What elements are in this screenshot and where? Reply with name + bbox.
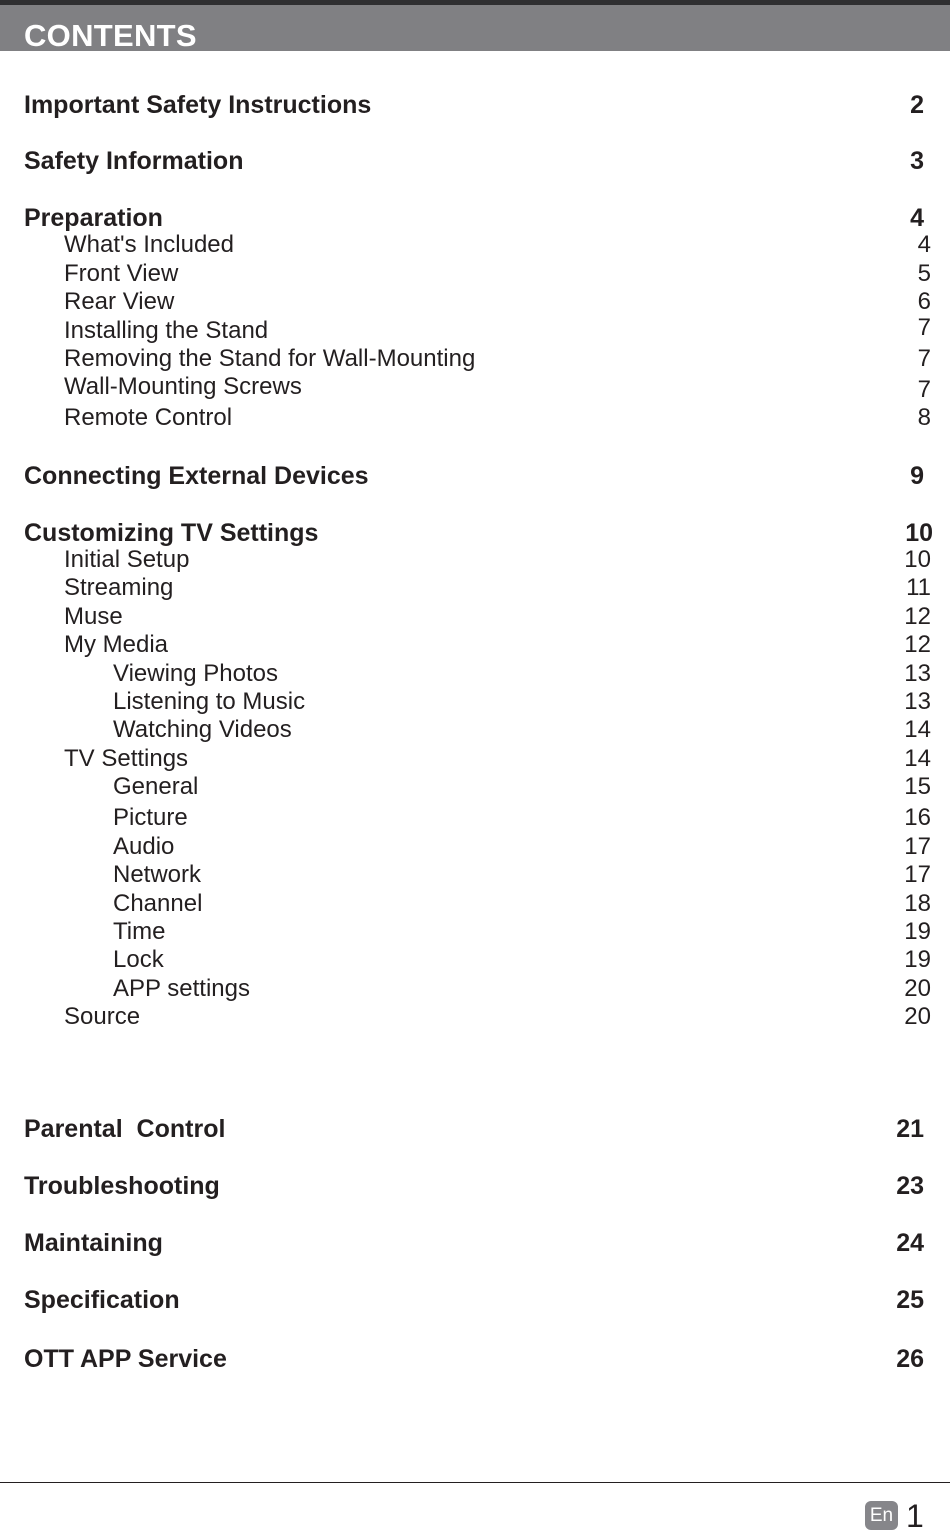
toc-entry[interactable] — [0, 1171, 950, 1201]
toc-entry-label: What's Included — [64, 231, 235, 258]
toc-entry-label: General — [113, 773, 199, 800]
toc-entry[interactable] — [0, 316, 950, 346]
toc-entry[interactable] — [0, 602, 950, 632]
toc-entry-label: Wall-Mounting Screws — [64, 373, 302, 400]
toc-entry-label: Removing the Stand for Wall-Mounting — [64, 345, 476, 372]
toc-entry[interactable] — [0, 744, 950, 774]
toc-entry-label: Viewing Photos — [113, 660, 278, 687]
toc-entry-page: 13 — [904, 688, 931, 715]
toc-entry-label: My Media — [64, 631, 169, 658]
toc-entry-page: 25 — [896, 1286, 924, 1314]
page-title: CONTENTS — [24, 18, 197, 53]
toc-entry[interactable] — [0, 772, 950, 802]
toc-entry[interactable] — [0, 1344, 950, 1374]
toc-entry-page: 7 — [917, 345, 931, 372]
toc-entry-label: Troubleshooting — [24, 1172, 220, 1200]
toc-entry-page: 13 — [904, 660, 931, 687]
toc-entry-label: Source — [64, 1003, 141, 1030]
toc-entry-page: 7 — [917, 376, 931, 403]
toc-entry-label: Parental Control — [24, 1115, 226, 1143]
toc-entry[interactable] — [0, 90, 950, 120]
toc-entry-page: 19 — [904, 918, 931, 945]
toc-entry-label: Important Safety Instructions — [24, 91, 372, 119]
toc-entry[interactable] — [0, 945, 950, 975]
toc-entry-page: 4 — [917, 231, 931, 258]
toc-entry[interactable] — [0, 1114, 950, 1144]
toc-entry-label: Remote Control — [64, 404, 233, 431]
toc-entry-label: Lock — [113, 946, 164, 973]
toc-entry[interactable] — [0, 403, 950, 433]
toc-entry[interactable] — [0, 715, 950, 745]
toc-entry-label: Preparation — [24, 204, 163, 232]
toc-entry-label: Picture — [113, 804, 188, 831]
toc-entry-page: 11 — [906, 574, 931, 601]
toc-entry-page: 6 — [917, 288, 931, 315]
toc-entry[interactable] — [0, 146, 950, 176]
toc-entry-label: Network — [113, 861, 202, 888]
page-number: 1 — [906, 1498, 924, 1534]
toc-entry-page: 3 — [910, 147, 924, 175]
toc-entry[interactable] — [0, 889, 950, 919]
toc-entry[interactable] — [0, 1002, 950, 1032]
toc-entry-page: 16 — [904, 804, 931, 831]
toc-entry-label: Connecting External Devices — [24, 462, 369, 490]
toc-entry-page: 15 — [904, 773, 931, 800]
footer-rule — [0, 1482, 950, 1483]
toc-entry[interactable] — [0, 659, 950, 689]
toc-entry-page: 10 — [904, 546, 931, 573]
toc-entry-label: Specification — [24, 1286, 180, 1314]
toc-entry[interactable] — [0, 917, 950, 947]
toc-entry-page: 5 — [917, 260, 931, 287]
toc-entry-page: 9 — [910, 462, 924, 490]
toc-entry-label: Maintaining — [24, 1229, 163, 1257]
toc-entry-label: Muse — [64, 603, 123, 630]
toc-entry-page: 8 — [917, 404, 931, 431]
toc-entry-page: 26 — [896, 1345, 924, 1373]
toc-entry-label: Audio — [113, 833, 175, 860]
toc-entry[interactable] — [0, 1228, 950, 1258]
toc-entry-page: 23 — [896, 1172, 924, 1200]
toc-entry-page: 4 — [910, 204, 924, 232]
toc-entry-label: Installing the Stand — [64, 317, 269, 344]
toc-entry-page: 24 — [896, 1229, 924, 1257]
toc-entry-page: 10 — [905, 519, 933, 547]
toc-entry-page: 18 — [904, 890, 931, 917]
toc-entry-page: 2 — [910, 91, 924, 119]
toc-entry-label: Safety Information — [24, 147, 244, 175]
toc-entry[interactable] — [0, 630, 950, 660]
toc-entry[interactable] — [0, 832, 950, 862]
toc-entry-page: 17 — [904, 861, 931, 888]
toc-entry-page: 17 — [904, 833, 931, 860]
language-badge: En — [865, 1501, 898, 1530]
toc-entry-label: APP settings — [113, 975, 250, 1002]
toc-entry-page: 19 — [904, 946, 931, 973]
toc-entry[interactable] — [0, 687, 950, 717]
toc-entry[interactable] — [0, 344, 950, 374]
toc-entry-label: Customizing TV Settings — [24, 519, 319, 547]
toc-entry-page: 14 — [904, 745, 931, 772]
toc-entry[interactable] — [0, 545, 950, 575]
toc-entry-page: 12 — [904, 631, 931, 658]
toc-entry-page: 20 — [904, 975, 931, 1002]
toc-entry-label: Streaming — [64, 574, 174, 601]
toc-entry[interactable] — [0, 573, 950, 603]
toc-entry-label: Initial Setup — [64, 546, 190, 573]
toc-entry[interactable] — [0, 372, 950, 402]
toc-entry-label: Watching Videos — [113, 716, 292, 743]
toc-entry-label: Front View — [64, 260, 179, 287]
toc-entry[interactable] — [0, 287, 950, 317]
toc-entry[interactable] — [0, 259, 950, 289]
toc-entry-page: 14 — [904, 716, 931, 743]
toc-entry-page: 20 — [904, 1003, 931, 1030]
toc-entry[interactable] — [0, 974, 950, 1004]
toc-entry-label: Rear View — [64, 288, 175, 315]
toc-entry[interactable] — [0, 203, 950, 233]
toc-entry-label: OTT APP Service — [24, 1345, 227, 1373]
toc-entry[interactable] — [0, 230, 950, 260]
toc-entry-label: Listening to Music — [113, 688, 306, 715]
toc-entry[interactable] — [0, 860, 950, 890]
toc-entry-page: 12 — [904, 603, 931, 630]
toc-entry-label: TV Settings — [64, 745, 189, 772]
toc-entry-label: Time — [113, 918, 166, 945]
toc-entry[interactable] — [0, 803, 950, 833]
toc-entry-page: 7 — [917, 314, 931, 341]
toc-entry-label: Channel — [113, 890, 203, 917]
toc-entry-page: 21 — [896, 1115, 924, 1143]
toc-entry[interactable] — [0, 461, 950, 491]
toc-entry[interactable] — [0, 1285, 950, 1315]
toc-entry[interactable] — [0, 518, 950, 548]
